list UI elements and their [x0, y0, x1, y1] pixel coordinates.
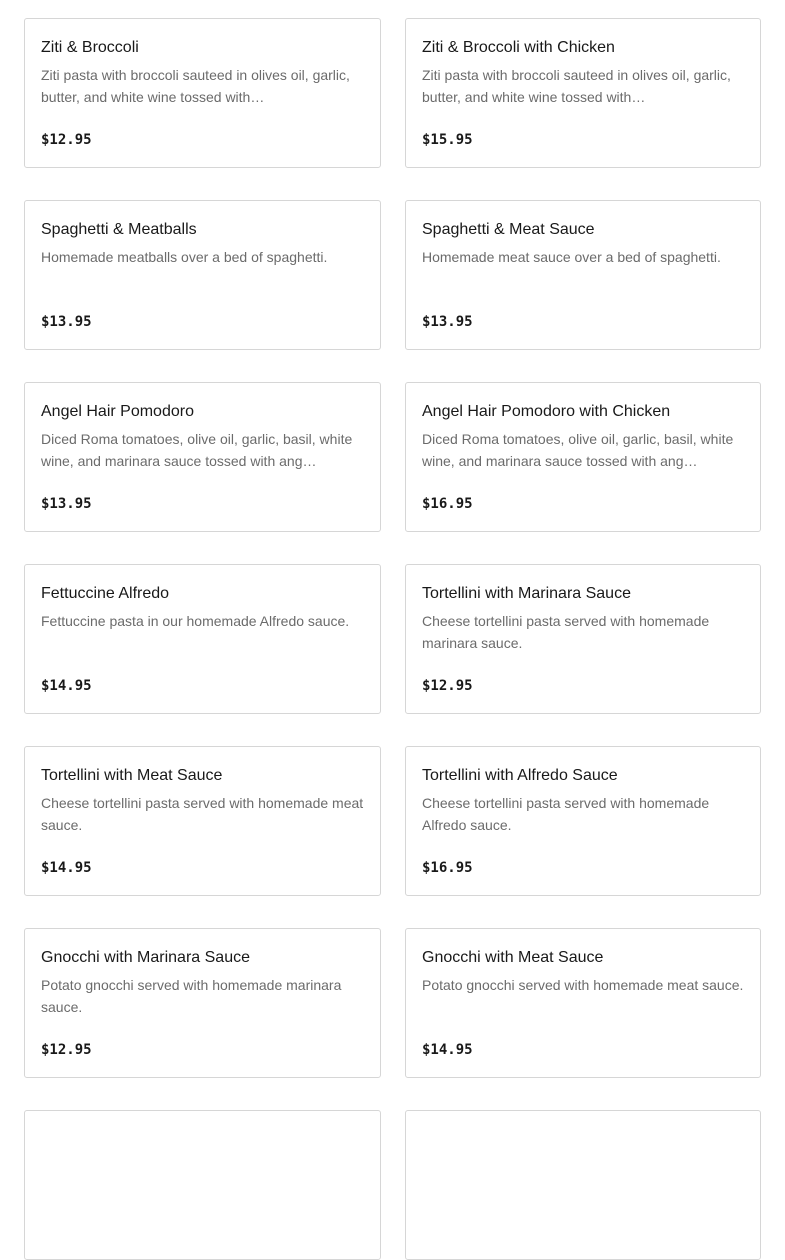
menu-item-name: Gnocchi with Marinara Sauce: [41, 949, 250, 966]
menu-item-price: $12.95: [422, 678, 473, 694]
menu-item-card-tortellini-meat-sauce[interactable]: [24, 746, 381, 896]
menu-item-name: Gnocchi with Meat Sauce: [422, 949, 604, 966]
menu-item-price: $14.95: [41, 678, 92, 694]
menu-item-card-gnocchi-meat-sauce[interactable]: [405, 928, 761, 1078]
menu-item-name: Spaghetti & Meat Sauce: [422, 221, 595, 238]
menu-item-card-angel-hair-pomodoro-chicken[interactable]: [405, 382, 761, 532]
menu-item-name: Angel Hair Pomodoro with Chicken: [422, 403, 671, 420]
menu-item-card-partial[interactable]: [24, 1110, 381, 1260]
menu-item-description: Cheese tortellini pasta served with homemade marinara sauce.: [422, 613, 710, 651]
menu-item-name: Ziti & Broccoli: [41, 39, 139, 56]
menu-item-price: $13.95: [41, 314, 92, 330]
menu-item-description: Homemade meatballs over a bed of spaghetti.: [41, 249, 328, 265]
menu-item-price: $14.95: [422, 1042, 473, 1058]
menu-item-name: Tortellini with Marinara Sauce: [422, 585, 631, 602]
menu-item-price: $15.95: [422, 132, 473, 148]
menu-item-description: Diced Roma tomatoes, olive oil, garlic, basil, white wine, and marinara sauce tossed with ang…: [41, 431, 353, 469]
menu-item-description: Potato gnocchi served with homemade meat sauce.: [422, 977, 744, 993]
menu-item-card-angel-hair-pomodoro[interactable]: [24, 382, 381, 532]
menu-item-card-tortellini-marinara[interactable]: [405, 564, 761, 714]
menu-item-price: $12.95: [41, 1042, 92, 1058]
menu-item-description: Cheese tortellini pasta served with homemade Alfredo sauce.: [422, 795, 710, 833]
menu-item-description: Fettuccine pasta in our homemade Alfredo sauce.: [41, 613, 350, 629]
menu-item-card-fettuccine-alfredo[interactable]: [24, 564, 381, 714]
menu-item-name: Spaghetti & Meatballs: [41, 221, 197, 238]
menu-item-name: Tortellini with Meat Sauce: [41, 767, 223, 784]
menu-item-price: $12.95: [41, 132, 92, 148]
menu-item-card-partial[interactable]: [405, 1110, 761, 1260]
menu-item-price: $16.95: [422, 860, 473, 876]
menu-item-name: Fettuccine Alfredo: [41, 585, 170, 602]
menu-item-description: Ziti pasta with broccoli sauteed in olives oil, garlic, butter, and white wine tossed with…: [422, 67, 731, 105]
menu-item-grid: [24, 18, 761, 1260]
menu-item-description: Ziti pasta with broccoli sauteed in olives oil, garlic, butter, and white wine tossed with…: [41, 67, 350, 105]
menu-item-card-ziti-broccoli-chicken[interactable]: [405, 18, 761, 168]
menu-item-name: Angel Hair Pomodoro: [41, 403, 194, 420]
menu-item-name: Ziti & Broccoli with Chicken: [422, 39, 615, 56]
menu-item-price: $13.95: [422, 314, 473, 330]
menu-item-price: $16.95: [422, 496, 473, 512]
menu-item-card-spaghetti-meat-sauce[interactable]: [405, 200, 761, 350]
menu-item-price: $14.95: [41, 860, 92, 876]
menu-item-card-spaghetti-meatballs[interactable]: [24, 200, 381, 350]
menu-item-description: Potato gnocchi served with homemade marinara sauce.: [41, 977, 342, 1015]
menu-item-card-ziti-broccoli[interactable]: [24, 18, 381, 168]
menu-item-description: Homemade meat sauce over a bed of spaghetti.: [422, 249, 721, 265]
menu-item-name: Tortellini with Alfredo Sauce: [422, 767, 618, 784]
menu-item-description: Diced Roma tomatoes, olive oil, garlic, basil, white wine, and marinara sauce tossed with ang…: [422, 431, 734, 469]
menu-item-description: Cheese tortellini pasta served with homemade meat sauce.: [41, 795, 364, 833]
menu-item-card-gnocchi-marinara[interactable]: [24, 928, 381, 1078]
menu-item-card-tortellini-alfredo[interactable]: [405, 746, 761, 896]
menu-item-price: $13.95: [41, 496, 92, 512]
